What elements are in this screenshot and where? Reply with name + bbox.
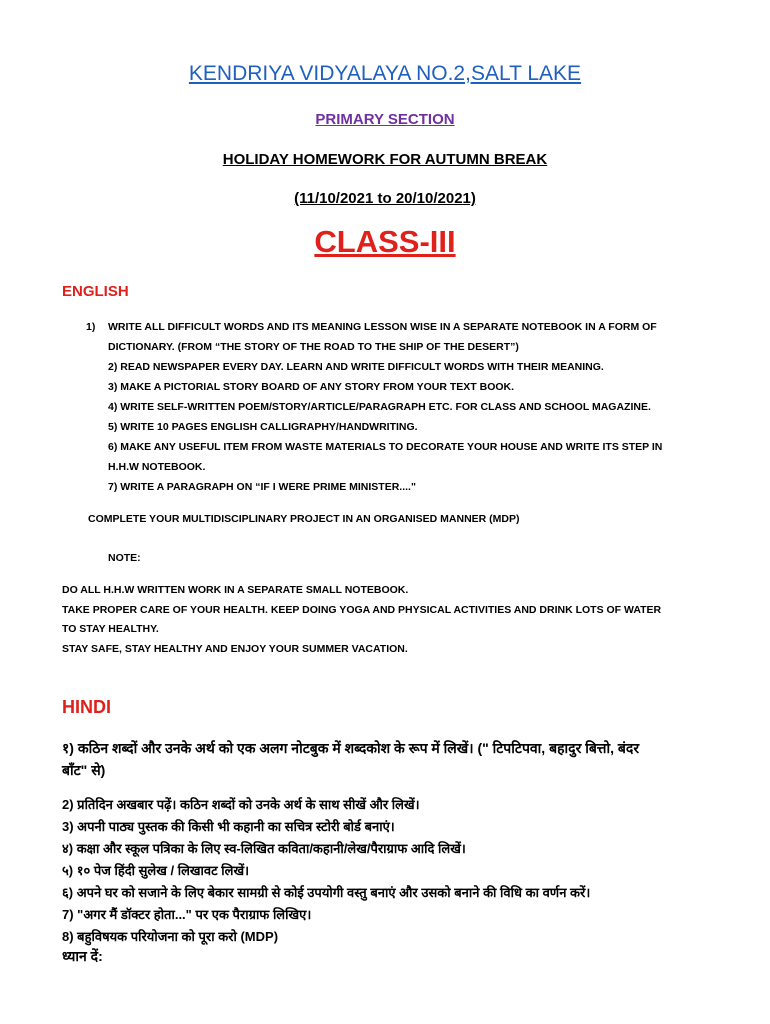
hindi-item-6: ६) अपने घर को सजाने के लिए बेकार सामग्री से कोई उपयोगी वस्तु बनाएं और उसको बनाने की विधि का वर्णन करें। bbox=[62, 885, 591, 900]
hindi-item-1-line-2: बाँट" से) bbox=[62, 762, 106, 778]
note-1-text: DO ALL H.H.W WRITTEN WORK IN A SEPARATE SMALL NOTEBOOK. bbox=[62, 584, 409, 596]
english-item-6-line-2: H.H.W NOTEBOOK. bbox=[108, 461, 206, 473]
english-item-5: 5) WRITE 10 PAGES ENGLISH CALLIGRAPHY/HANDWRITING. bbox=[108, 421, 418, 433]
english-heading: ENGLISH bbox=[62, 283, 129, 300]
english-item-6-line-1: 6) MAKE ANY USEFUL ITEM FROM WASTE MATERIALS TO DECORATE YOUR HOUSE AND WRITE ITS STEP IN bbox=[108, 441, 663, 453]
hindi-item-3: 3) अपनी पाठ्य पुस्तक की किसी भी कहानी का सचित्र स्टोरी बोर्ड बनाएं। bbox=[62, 819, 395, 834]
english-item-7: 7) WRITE A PARAGRAPH ON “IF I WERE PRIME MINISTER...." bbox=[108, 481, 416, 493]
hindi-item-7: 7) "अगर मैं डॉक्टर होता..." पर एक पैराग्राफ लिखिए। bbox=[62, 907, 312, 922]
note-label: NOTE: bbox=[108, 552, 141, 564]
date-range: (11/10/2021 to 20/10/2021) bbox=[294, 190, 476, 207]
hindi-item-1-line-1: १) कठिन शब्दों और उनके अर्थ को एक अलग नोटबुक में शब्दकोश के रूप में लिखें। (" टिपटिपवा, बहादुर बित्तो, बंदर bbox=[62, 740, 640, 756]
note-1 bbox=[62, 584, 408, 596]
hindi-item-8: 8) बहुविषयक परियोजना को पूरा करो (MDP) bbox=[62, 929, 279, 944]
note-3-text: STAY SAFE, STAY HEALTHY AND ENJOY YOUR SUMMER VACATION. bbox=[62, 643, 408, 655]
homework-title: HOLIDAY HOMEWORK FOR AUTUMN BREAK bbox=[222, 151, 548, 168]
note-3 bbox=[62, 643, 408, 655]
project-instruction: COMPLETE YOUR MULTIDISCIPLINARY PROJECT IN AN ORGANISED MANNER (MDP) bbox=[88, 513, 520, 525]
english-item-4: 4) WRITE SELF-WRITTEN POEM/STORY/ARTICLE/PARAGRAPH ETC. FOR CLASS AND SCHOOL MAGAZINE. bbox=[108, 401, 651, 413]
english-item-1-line-1: WRITE ALL DIFFICULT WORDS AND ITS MEANING LESSON WISE IN A SEPARATE NOTEBOOK IN A FORM OF bbox=[108, 321, 657, 333]
hindi-heading: HINDI bbox=[62, 697, 111, 717]
school-name: KENDRIYA VIDYALAYA NO.2,SALT LAKE bbox=[188, 62, 582, 85]
note-2 bbox=[62, 604, 661, 616]
english-item-1-line-2: DICTIONARY. (FROM “THE STORY OF THE ROAD TO THE SHIP OF THE DESERT”) bbox=[108, 341, 519, 353]
english-item-1-number: 1) bbox=[86, 321, 96, 333]
english-item-2: 2) READ NEWSPAPER EVERY DAY. LEARN AND WRITE DIFFICULT WORDS WITH THEIR MEANING. bbox=[108, 361, 604, 373]
hindi-item-5: ५) १० पेज हिंदी सुलेख / लिखावट लिखें। bbox=[62, 863, 250, 878]
hindi-item-2: 2) प्रतिदिन अखबार पढ़ें। कठिन शब्दों को उनके अर्थ के साथ सीखें और लिखें। bbox=[62, 797, 420, 812]
note-2-text: TAKE PROPER CARE OF YOUR HEALTH. KEEP DOING YOGA AND PHYSICAL ACTIVITIES AND DRINK LOTS OF WATER bbox=[62, 604, 662, 616]
class-title: CLASS-III bbox=[314, 224, 456, 259]
hindi-note-label: ध्यान दें: bbox=[62, 948, 103, 964]
english-item-3: 3) MAKE A PICTORIAL STORY BOARD OF ANY STORY FROM YOUR TEXT BOOK. bbox=[108, 381, 515, 393]
note-2-line-2: TO STAY HEALTHY. bbox=[62, 623, 159, 635]
section-title: PRIMARY SECTION bbox=[315, 111, 455, 128]
hindi-item-4: ४) कक्षा और स्कूल पत्रिका के लिए स्व-लिखित कविता/कहानी/लेख/पैराग्राफ आदि लिखें। bbox=[62, 841, 466, 856]
